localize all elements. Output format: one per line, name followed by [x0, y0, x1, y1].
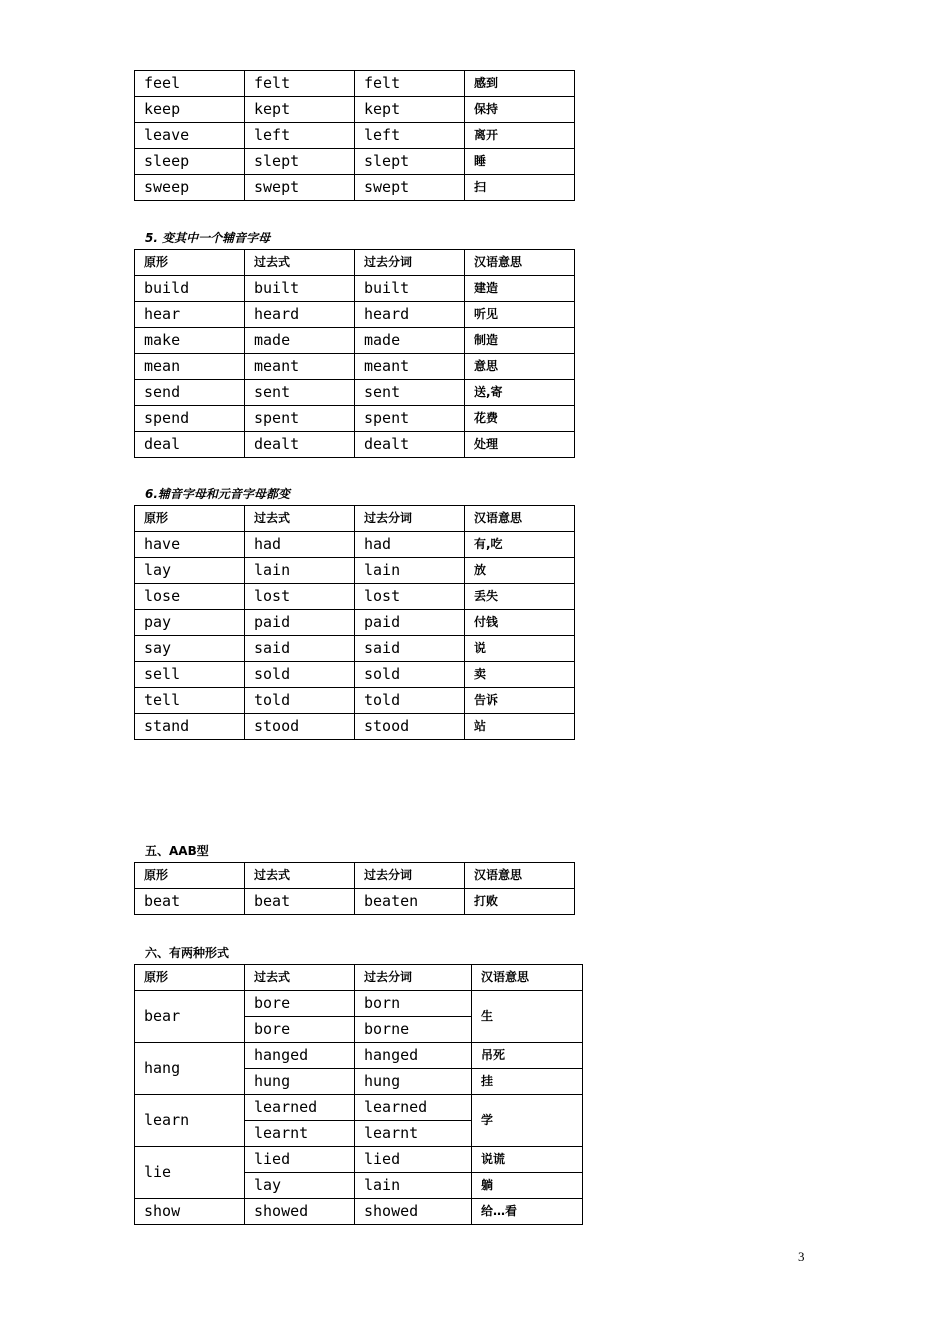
section-5-heading: 5. 变其中一个辅音字母 [145, 231, 271, 245]
past-tense: said [245, 636, 355, 662]
base-form: sell [135, 662, 245, 688]
base-form: deal [135, 432, 245, 458]
past-tense: lost [245, 584, 355, 610]
base-form: keep [135, 97, 245, 123]
past-participle: built [355, 276, 465, 302]
chinese-meaning: 处理 [465, 432, 575, 458]
table-row [135, 302, 575, 328]
base-form: have [135, 532, 245, 558]
table-row [135, 558, 575, 584]
table-row [135, 328, 575, 354]
table-row [135, 123, 575, 149]
past-participle: sent [355, 380, 465, 406]
past-participle: borne [355, 1017, 472, 1043]
past-participle: kept [355, 97, 465, 123]
chinese-meaning: 站 [465, 714, 575, 740]
header-chinese-meaning: 汉语意思 [465, 506, 575, 532]
header-base-form: 原形 [135, 965, 245, 991]
base-form: show [135, 1199, 245, 1225]
base-form: hang [135, 1043, 245, 1095]
table-body [135, 863, 575, 915]
table-row [135, 1199, 583, 1225]
table-header-row [135, 250, 575, 276]
table-body [135, 965, 583, 1225]
past-participle: learnt [355, 1121, 472, 1147]
chinese-meaning: 说谎 [472, 1147, 583, 1173]
table-row [135, 610, 575, 636]
past-participle: swept [355, 175, 465, 201]
past-tense: swept [245, 175, 355, 201]
chinese-meaning: 制造 [465, 328, 575, 354]
past-tense: lain [245, 558, 355, 584]
base-form: feel [135, 71, 245, 97]
past-participle: sold [355, 662, 465, 688]
base-form: lose [135, 584, 245, 610]
past-tense: had [245, 532, 355, 558]
base-form: lay [135, 558, 245, 584]
header-chinese-meaning: 汉语意思 [465, 863, 575, 889]
chinese-meaning: 送,寄 [465, 380, 575, 406]
chinese-meaning: 花费 [465, 406, 575, 432]
table-row [135, 149, 575, 175]
header-past-tense: 过去式 [245, 250, 355, 276]
chinese-meaning: 保持 [465, 97, 575, 123]
table-row [135, 406, 575, 432]
base-form: mean [135, 354, 245, 380]
chinese-meaning: 卖 [465, 662, 575, 688]
past-participle: lost [355, 584, 465, 610]
header-past-participle: 过去分词 [355, 863, 465, 889]
header-past-participle: 过去分词 [355, 250, 465, 276]
base-form: bear [135, 991, 245, 1043]
table-header-row [135, 965, 583, 991]
base-form: hear [135, 302, 245, 328]
past-tense: felt [245, 71, 355, 97]
past-tense: sold [245, 662, 355, 688]
base-form: pay [135, 610, 245, 636]
past-tense: heard [245, 302, 355, 328]
past-tense: showed [245, 1199, 355, 1225]
base-form: beat [135, 889, 245, 915]
chinese-meaning: 生 [472, 991, 583, 1043]
base-form: sweep [135, 175, 245, 201]
past-tense: hanged [245, 1043, 355, 1069]
table-row [135, 889, 575, 915]
table-row [135, 1095, 583, 1121]
table-row [135, 688, 575, 714]
table-row [135, 584, 575, 610]
chinese-meaning: 放 [465, 558, 575, 584]
table-row [135, 714, 575, 740]
table-header-row [135, 863, 575, 889]
past-participle: lied [355, 1147, 472, 1173]
table-row [135, 636, 575, 662]
base-form: lie [135, 1147, 245, 1199]
past-participle: told [355, 688, 465, 714]
past-tense: made [245, 328, 355, 354]
past-tense: paid [245, 610, 355, 636]
chinese-meaning: 说 [465, 636, 575, 662]
chinese-meaning: 学 [472, 1095, 583, 1147]
past-tense: beat [245, 889, 355, 915]
past-participle: spent [355, 406, 465, 432]
table-row [135, 432, 575, 458]
section-6-heading: 6.辅音字母和元音字母都变 [145, 487, 290, 501]
past-participle: lain [355, 558, 465, 584]
table-row [135, 380, 575, 406]
page-number: 3 [798, 1249, 805, 1264]
table-header-row [135, 506, 575, 532]
table-body [135, 250, 575, 458]
past-tense: meant [245, 354, 355, 380]
chinese-meaning: 丢失 [465, 584, 575, 610]
base-form: say [135, 636, 245, 662]
past-tense: left [245, 123, 355, 149]
chinese-meaning: 扫 [465, 175, 575, 201]
header-past-participle: 过去分词 [355, 965, 472, 991]
past-participle: learned [355, 1095, 472, 1121]
base-form: send [135, 380, 245, 406]
past-tense: dealt [245, 432, 355, 458]
base-form: tell [135, 688, 245, 714]
past-participle: said [355, 636, 465, 662]
past-tense: kept [245, 97, 355, 123]
table-body [135, 506, 575, 740]
base-form: learn [135, 1095, 245, 1147]
past-participle: dealt [355, 432, 465, 458]
base-form: spend [135, 406, 245, 432]
past-tense: learned [245, 1095, 355, 1121]
table-row [135, 662, 575, 688]
chinese-meaning: 付钱 [465, 610, 575, 636]
chinese-meaning: 吊死 [472, 1043, 583, 1069]
past-participle: stood [355, 714, 465, 740]
table-row [135, 532, 575, 558]
header-past-tense: 过去式 [245, 506, 355, 532]
chinese-meaning: 建造 [465, 276, 575, 302]
past-participle: slept [355, 149, 465, 175]
table-row [135, 175, 575, 201]
past-participle: paid [355, 610, 465, 636]
past-tense: sent [245, 380, 355, 406]
past-participle: showed [355, 1199, 472, 1225]
header-base-form: 原形 [135, 250, 245, 276]
table-row [135, 1043, 583, 1069]
past-tense: bore [245, 1017, 355, 1043]
past-participle: beaten [355, 889, 465, 915]
past-tense: built [245, 276, 355, 302]
chinese-meaning: 给…看 [472, 1199, 583, 1225]
table-row [135, 354, 575, 380]
table-row [135, 71, 575, 97]
table-row [135, 1147, 583, 1173]
table-row [135, 97, 575, 123]
past-participle: had [355, 532, 465, 558]
past-tense: stood [245, 714, 355, 740]
chinese-meaning: 告诉 [465, 688, 575, 714]
base-form: build [135, 276, 245, 302]
past-tense: spent [245, 406, 355, 432]
chinese-meaning: 挂 [472, 1069, 583, 1095]
table-body [135, 71, 575, 201]
past-tense: told [245, 688, 355, 714]
past-participle: made [355, 328, 465, 354]
chinese-meaning: 意思 [465, 354, 575, 380]
chinese-meaning: 打败 [465, 889, 575, 915]
section-6-table [134, 505, 575, 740]
past-participle: left [355, 123, 465, 149]
section-two-forms-heading: 六、有两种形式 [145, 946, 230, 960]
chinese-meaning: 离开 [465, 123, 575, 149]
header-past-participle: 过去分词 [355, 506, 465, 532]
section-5-table [134, 249, 575, 458]
chinese-meaning: 有,吃 [465, 532, 575, 558]
past-participle: hanged [355, 1043, 472, 1069]
past-participle: heard [355, 302, 465, 328]
table-row [135, 991, 583, 1017]
chinese-meaning: 感到 [465, 71, 575, 97]
verb-table-continued [134, 70, 575, 201]
chinese-meaning: 睡 [465, 149, 575, 175]
chinese-meaning: 听见 [465, 302, 575, 328]
base-form: make [135, 328, 245, 354]
past-tense: hung [245, 1069, 355, 1095]
section-two-forms-table [134, 964, 583, 1225]
past-participle: lain [355, 1173, 472, 1199]
header-base-form: 原形 [135, 506, 245, 532]
base-form: leave [135, 123, 245, 149]
header-past-tense: 过去式 [245, 863, 355, 889]
past-tense: lied [245, 1147, 355, 1173]
past-tense: slept [245, 149, 355, 175]
past-tense: bore [245, 991, 355, 1017]
past-participle: born [355, 991, 472, 1017]
past-participle: felt [355, 71, 465, 97]
header-chinese-meaning: 汉语意思 [465, 250, 575, 276]
header-past-tense: 过去式 [245, 965, 355, 991]
table-row [135, 276, 575, 302]
chinese-meaning: 躺 [472, 1173, 583, 1199]
base-form: sleep [135, 149, 245, 175]
section-aab-heading: 五、AAB型 [145, 844, 209, 858]
past-participle: meant [355, 354, 465, 380]
base-form: stand [135, 714, 245, 740]
header-chinese-meaning: 汉语意思 [472, 965, 583, 991]
past-participle: hung [355, 1069, 472, 1095]
past-tense: learnt [245, 1121, 355, 1147]
past-tense: lay [245, 1173, 355, 1199]
section-aab-table [134, 862, 575, 915]
header-base-form: 原形 [135, 863, 245, 889]
